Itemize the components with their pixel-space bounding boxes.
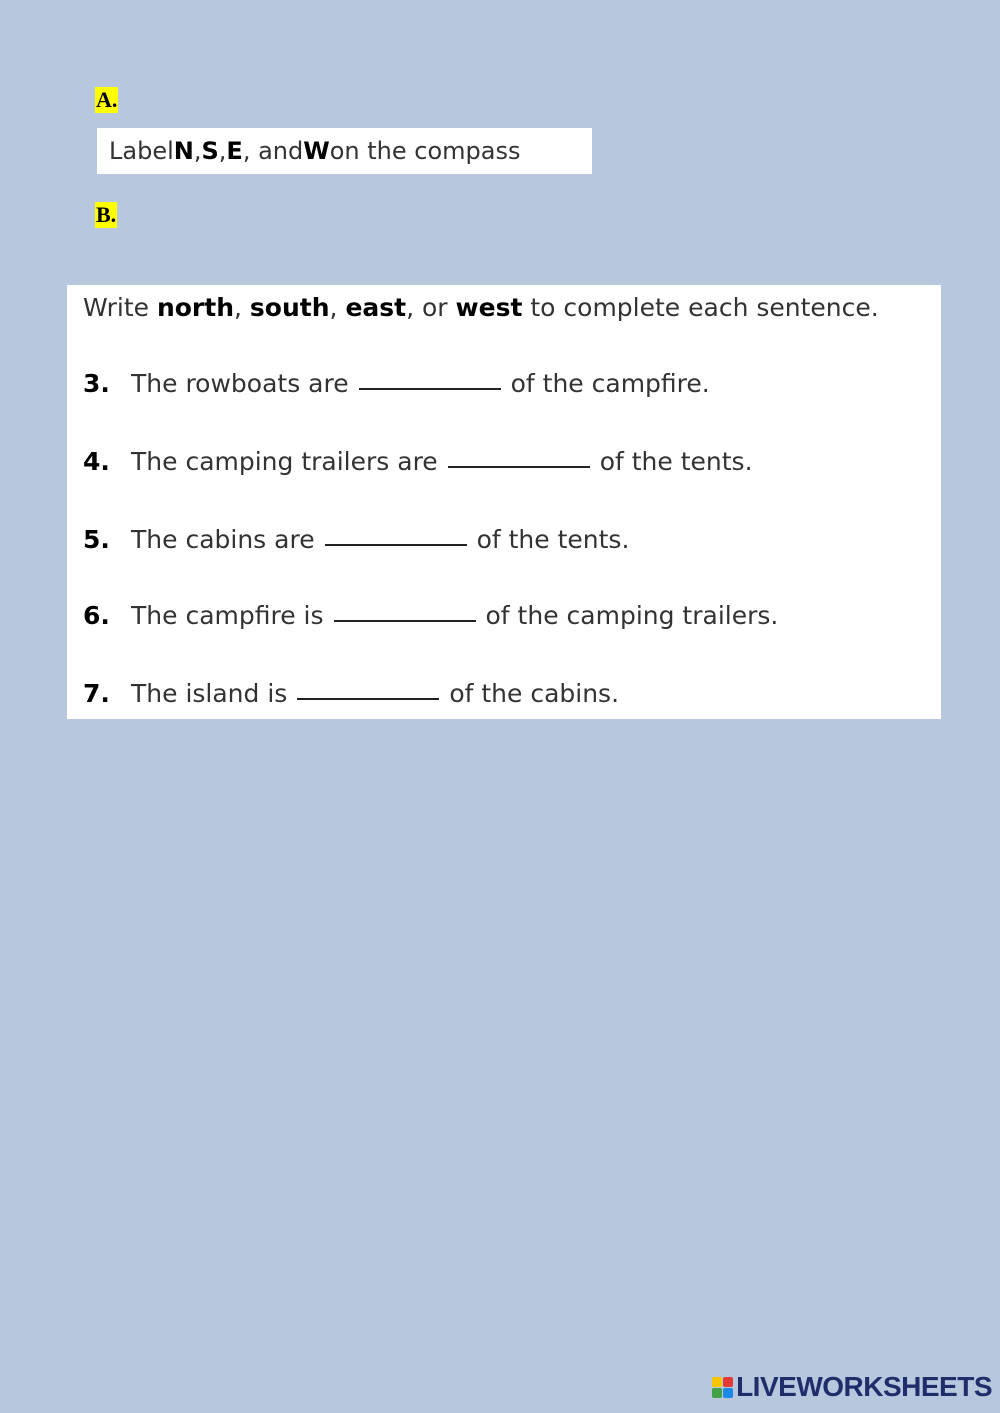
answer-blank[interactable] xyxy=(297,698,439,700)
separator: , xyxy=(193,137,202,165)
question-number: 3. xyxy=(83,369,110,398)
section-b-label: B. xyxy=(96,202,117,227)
logo-square xyxy=(712,1377,722,1387)
instruction-text: to complete each sentence. xyxy=(522,293,879,322)
question-text-after: of the camping trailers. xyxy=(485,601,779,630)
question-text-after: of the tents. xyxy=(476,525,630,554)
logo-square xyxy=(712,1388,722,1398)
question-text-before: The cabins are xyxy=(131,525,315,554)
logo-square xyxy=(723,1377,733,1387)
separator: , and xyxy=(242,137,304,165)
question-text-before: The rowboats are xyxy=(131,369,349,398)
instruction-text: Write xyxy=(83,293,157,322)
separator: , xyxy=(329,293,346,322)
instruction-text: Label xyxy=(109,137,174,165)
question-6 xyxy=(83,601,778,630)
label-w: W xyxy=(303,137,330,165)
separator: , xyxy=(218,137,227,165)
logo-square xyxy=(723,1388,733,1398)
answer-blank[interactable] xyxy=(359,388,501,390)
question-text-before: The camping trailers are xyxy=(131,447,438,476)
word-south: south xyxy=(249,293,330,322)
question-number: 5. xyxy=(83,525,110,554)
separator: , or xyxy=(406,293,456,322)
word-north: north xyxy=(156,293,235,322)
questions-instruction xyxy=(83,293,941,323)
word-east: east xyxy=(345,293,407,322)
label-e: E xyxy=(226,137,243,165)
question-number: 4. xyxy=(83,447,110,476)
question-number: 6. xyxy=(83,601,110,630)
answer-blank[interactable] xyxy=(325,544,467,546)
label-n: N xyxy=(173,137,194,165)
section-a-label: A. xyxy=(96,87,118,112)
question-text-before: The island is xyxy=(131,679,288,708)
logo-text: LIVEWORKSHEETS xyxy=(736,1371,992,1402)
label-s: S xyxy=(201,137,219,165)
compass-instruction xyxy=(97,128,592,174)
logo-badge-icon xyxy=(712,1377,733,1398)
answer-blank[interactable] xyxy=(334,620,476,622)
instruction-text: on the compass xyxy=(329,137,521,165)
question-text-after: of the campfire. xyxy=(510,369,710,398)
question-number: 7. xyxy=(83,679,110,708)
question-3 xyxy=(83,369,710,398)
question-text-after: of the tents. xyxy=(599,447,753,476)
liveworksheets-logo xyxy=(712,1371,992,1403)
question-text-before: The campfire is xyxy=(131,601,324,630)
question-7 xyxy=(83,679,619,708)
answer-blank[interactable] xyxy=(448,466,590,468)
direction-questions-panel xyxy=(67,285,941,719)
question-4 xyxy=(83,447,753,476)
word-west: west xyxy=(455,293,523,322)
question-5 xyxy=(83,525,629,554)
question-text-after: of the cabins. xyxy=(449,679,620,708)
separator: , xyxy=(234,293,250,322)
